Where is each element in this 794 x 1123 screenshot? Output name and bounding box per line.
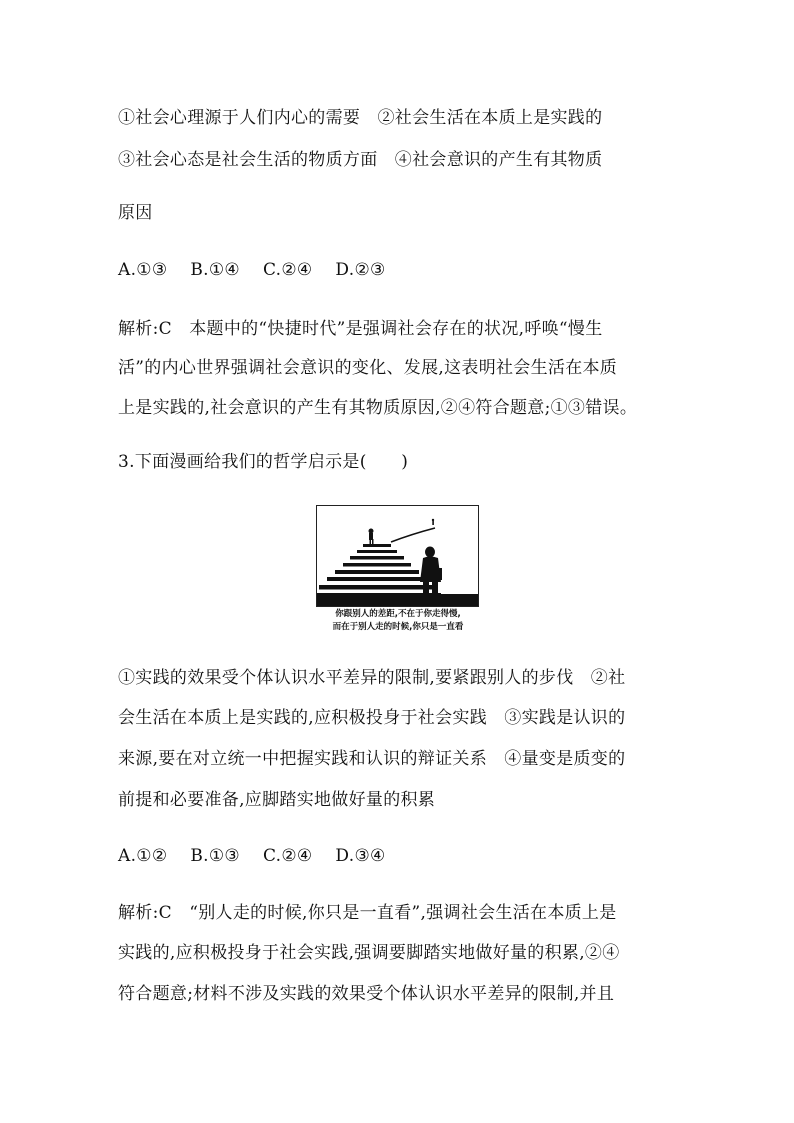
q3-options-line-2: 会生活在本质上是实践的,应积极投身于社会实践 ③实践是认识的 [118, 708, 626, 728]
q2-analysis-line-2: 活”的内心世界强调社会意识的变化、发展,这表明社会生活在本质 [118, 358, 618, 378]
q3-options-line-4: 前提和必要准备,应脚踏实地做好量的积累 [118, 790, 436, 810]
cartoon-image [316, 505, 479, 607]
q3-stem: 3.下面漫画给我们的哲学启示是( ) [118, 452, 409, 472]
q2-options-line-1: ①社会心理源于人们内心的需要 ②社会生活在本质上是实践的 [118, 108, 603, 128]
q2-options-line-3: 原因 [118, 203, 153, 223]
q3-analysis-line-3: 符合题意;材料不涉及实践的效果受个体认识水平差异的限制,并且 [118, 984, 615, 1004]
cartoon-caption-line-1: 你跟别人的差距,不在于你走得慢, [335, 609, 461, 619]
q3-analysis-line-2: 实践的,应积极投身于社会实践,强调要脚踏实地做好量的积累,②④ [118, 943, 620, 963]
q3-options-line-1: ①实践的效果受个体认识水平差异的限制,要紧跟别人的步伐 ②社 [118, 668, 626, 688]
q2-analysis-line-3: 上是实践的,社会意识的产生有其物质原因,②④符合题意;①③错误。 [118, 398, 638, 418]
q3-choices: A.①② B.①③ C.②④ D.③④ [118, 846, 386, 866]
q2-choices: A.①③ B.①④ C.②④ D.②③ [118, 260, 386, 280]
q2-options-line-2: ③社会心态是社会生活的物质方面 ④社会意识的产生有其物质 [118, 150, 603, 170]
q3-analysis-line-1: 解析:C “别人走的时候,你只是一直看”,强调社会生活在本质上是 [118, 903, 617, 923]
q3-options-line-3: 来源,要在对立统一中把握实践和认识的辩证关系 ④量变是质变的 [118, 749, 626, 769]
q2-analysis-line-1: 解析:C 本题中的“快捷时代”是强调社会存在的状况,呼唤“慢生 [118, 319, 603, 339]
cartoon-staircase-illustration [317, 506, 478, 606]
cartoon-caption-line-2: 而在于别人走的时候,你只是一直看 [332, 622, 464, 632]
